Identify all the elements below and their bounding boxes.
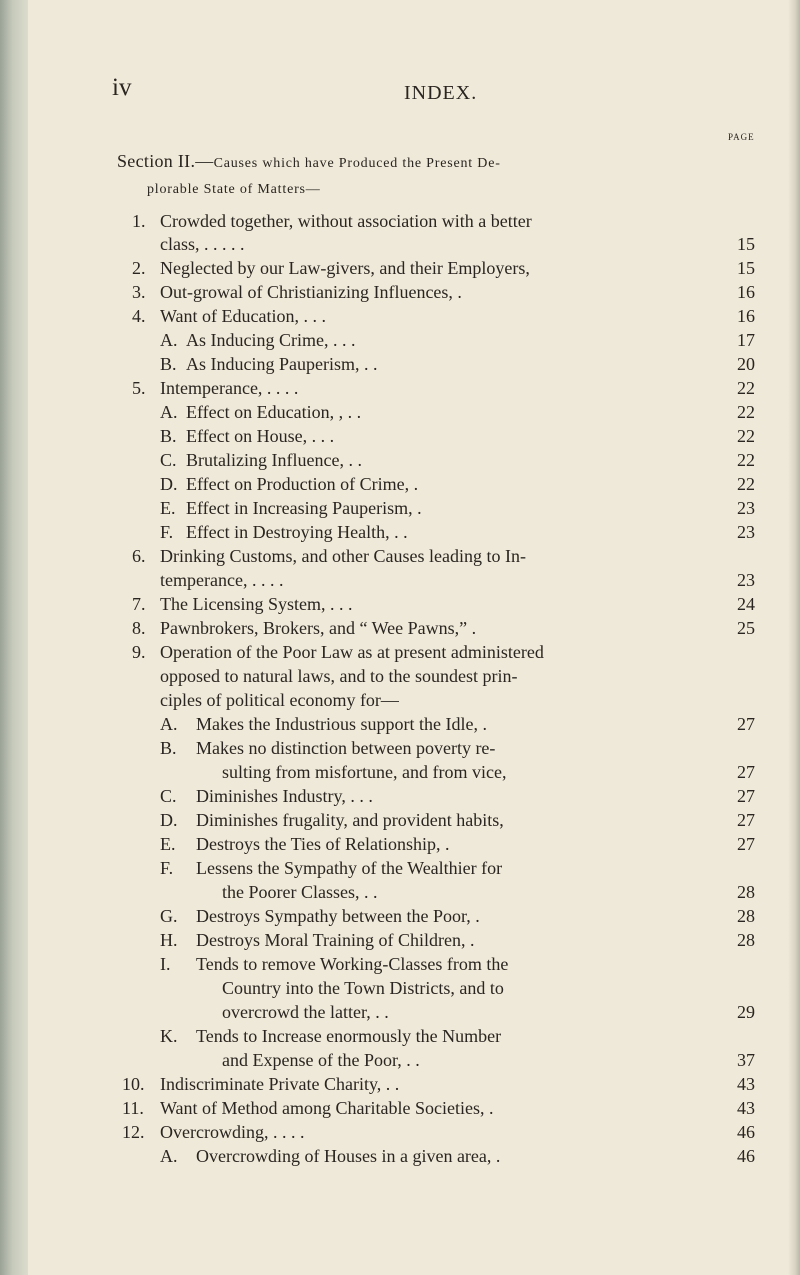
entry-text: Want of Method among Charitable Societies, . <box>160 1098 494 1118</box>
entry-text: Destroys Sympathy between the Poor, . <box>196 906 480 926</box>
entry-text: Makes no distinction between poverty re- <box>196 738 496 758</box>
entry-page-number: 43 <box>737 1074 755 1094</box>
entry-number: C. <box>160 450 177 470</box>
entry-number: 9. <box>132 642 146 662</box>
entry-number: D. <box>160 474 178 494</box>
entry-number: A. <box>160 1146 178 1166</box>
entry-text: Destroys Moral Training of Children, . <box>196 930 475 950</box>
entry-text: temperance, . . . . <box>160 570 284 590</box>
entry-number: C. <box>160 786 177 806</box>
entry-number: 3. <box>132 282 146 302</box>
entry-text: As Inducing Crime, . . . <box>186 330 356 350</box>
entry-page-number: 17 <box>737 330 755 350</box>
entry-page-number: 23 <box>737 522 755 542</box>
entry-number: K. <box>160 1026 178 1046</box>
entry-page-number: 37 <box>737 1050 755 1070</box>
entry-text: Drinking Customs, and other Causes leading to In- <box>160 546 526 566</box>
entry-text: Want of Education, . . . <box>160 306 327 326</box>
entry-number: H. <box>160 930 178 950</box>
section-heading-line2: plorable State of Matters— <box>147 182 321 197</box>
entry-page-number: 22 <box>737 378 755 398</box>
entry-number: A. <box>160 402 178 422</box>
entry-text: Brutalizing Influence, . . <box>186 450 362 470</box>
entry-page-number: 46 <box>737 1122 755 1142</box>
entry-text: Intemperance, . . . . <box>160 378 299 398</box>
entry-page-number: 22 <box>737 450 755 470</box>
entry-page-number: 46 <box>737 1146 755 1166</box>
entry-number: 2. <box>132 258 146 278</box>
entry-text: Overcrowding of Houses in a given area, . <box>196 1146 501 1166</box>
entry-page-number: 16 <box>737 282 755 302</box>
entry-number: A. <box>160 330 178 350</box>
entry-text: Makes the Industrious support the Idle, . <box>196 714 487 734</box>
entry-number: E. <box>160 834 176 854</box>
entry-text: and Expense of the Poor, . . <box>222 1050 420 1070</box>
page-column-label: PAGE <box>728 132 755 142</box>
entry-text: ciples of political economy for— <box>160 690 399 710</box>
entry-page-number: 22 <box>737 402 755 422</box>
entry-page-number: 23 <box>737 570 755 590</box>
entry-page-number: 15 <box>737 234 755 254</box>
entry-page-number: 25 <box>737 618 755 638</box>
entry-text: As Inducing Pauperism, . . <box>186 354 378 374</box>
entry-number: F. <box>160 858 174 878</box>
entry-page-number: 27 <box>737 810 755 830</box>
entry-text: Diminishes Industry, . . . <box>196 786 373 806</box>
entry-number: B. <box>160 426 177 446</box>
entry-text: Pawnbrokers, Brokers, and “ Wee Pawns,” . <box>160 618 477 638</box>
entry-text: Effect in Destroying Health, . . <box>186 522 408 542</box>
entry-text: Tends to Increase enormously the Number <box>196 1026 502 1046</box>
entry-page-number: 15 <box>737 258 755 278</box>
entry-page-number: 43 <box>737 1098 755 1118</box>
entry-number: 10. <box>122 1074 145 1094</box>
entry-page-number: 24 <box>737 594 755 614</box>
entry-number: 6. <box>132 546 146 566</box>
entry-number: 8. <box>132 618 146 638</box>
entry-page-number: 22 <box>737 426 755 446</box>
entry-number: 12. <box>122 1122 145 1142</box>
entry-page-number: 28 <box>737 930 755 950</box>
entry-number: D. <box>160 810 178 830</box>
entry-text: Operation of the Poor Law as at present administered <box>160 642 544 662</box>
entry-text: the Poorer Classes, . . <box>222 882 378 902</box>
entry-text: Effect on Education, , . . <box>186 402 362 422</box>
entry-page-number: 16 <box>737 306 755 326</box>
entry-page-number: 23 <box>737 498 755 518</box>
entry-number: F. <box>160 522 174 542</box>
entry-text: Country into the Town Districts, and to <box>222 978 504 998</box>
entry-number: A. <box>160 714 178 734</box>
entry-page-number: 28 <box>737 882 755 902</box>
entry-page-number: 27 <box>737 762 755 782</box>
entry-text: Tends to remove Working-Classes from the <box>196 954 509 974</box>
entry-text: Effect in Increasing Pauperism, . <box>186 498 422 518</box>
section-heading <box>117 148 793 203</box>
entry-text: Lessens the Sympathy of the Wealthier for <box>196 858 503 878</box>
entry-text: The Licensing System, . . . <box>160 594 353 614</box>
entry-number: 5. <box>132 378 146 398</box>
entry-text: Effect on Production of Crime, . <box>186 474 419 494</box>
entry-number: 1. <box>132 211 146 231</box>
entry-text: Neglected by our Law-givers, and their Employers, <box>160 258 530 278</box>
entry-page-number: 27 <box>737 786 755 806</box>
entry-text: Effect on House, . . . <box>186 426 335 446</box>
entry-text: sulting from misfortune, and from vice, <box>222 762 507 782</box>
entry-page-number: 27 <box>737 834 755 854</box>
entry-page-number: 27 <box>737 714 755 734</box>
page-number-roman: iv <box>112 74 132 101</box>
entry-page-number: 20 <box>737 354 755 374</box>
entry-text: Out-growal of Christianizing Influences, . <box>160 282 462 302</box>
book-binding-shadow <box>0 0 28 1275</box>
entry-page-number: 28 <box>737 906 755 926</box>
entry-number: B. <box>160 354 177 374</box>
entry-number: 11. <box>122 1098 144 1118</box>
entry-text: Indiscriminate Private Charity, . . <box>160 1074 400 1094</box>
entry-text: overcrowd the latter, . . <box>222 1002 389 1022</box>
entry-number: E. <box>160 498 176 518</box>
section-heading-prefix: Section II.— <box>117 151 214 171</box>
entry-number: I. <box>160 954 171 974</box>
entry-number: B. <box>160 738 177 758</box>
running-head: INDEX. <box>404 82 478 104</box>
entry-text: Crowded together, without association with a better <box>160 211 532 231</box>
entry-text: Destroys the Ties of Relationship, . <box>196 834 450 854</box>
entry-text: Overcrowding, . . . . <box>160 1122 305 1142</box>
entry-text: opposed to natural laws, and to the soundest prin- <box>160 666 518 686</box>
section-heading-line1: Causes which have Produced the Present De- <box>213 156 501 171</box>
entry-number: G. <box>160 906 178 926</box>
entry-number: 7. <box>132 594 146 614</box>
entry-page-number: 22 <box>737 474 755 494</box>
entry-text: class, . . . . . <box>160 234 245 254</box>
entry-text: Diminishes frugality, and provident habits, <box>196 810 504 830</box>
entry-number: 4. <box>132 306 146 326</box>
entry-page-number: 29 <box>737 1002 755 1022</box>
